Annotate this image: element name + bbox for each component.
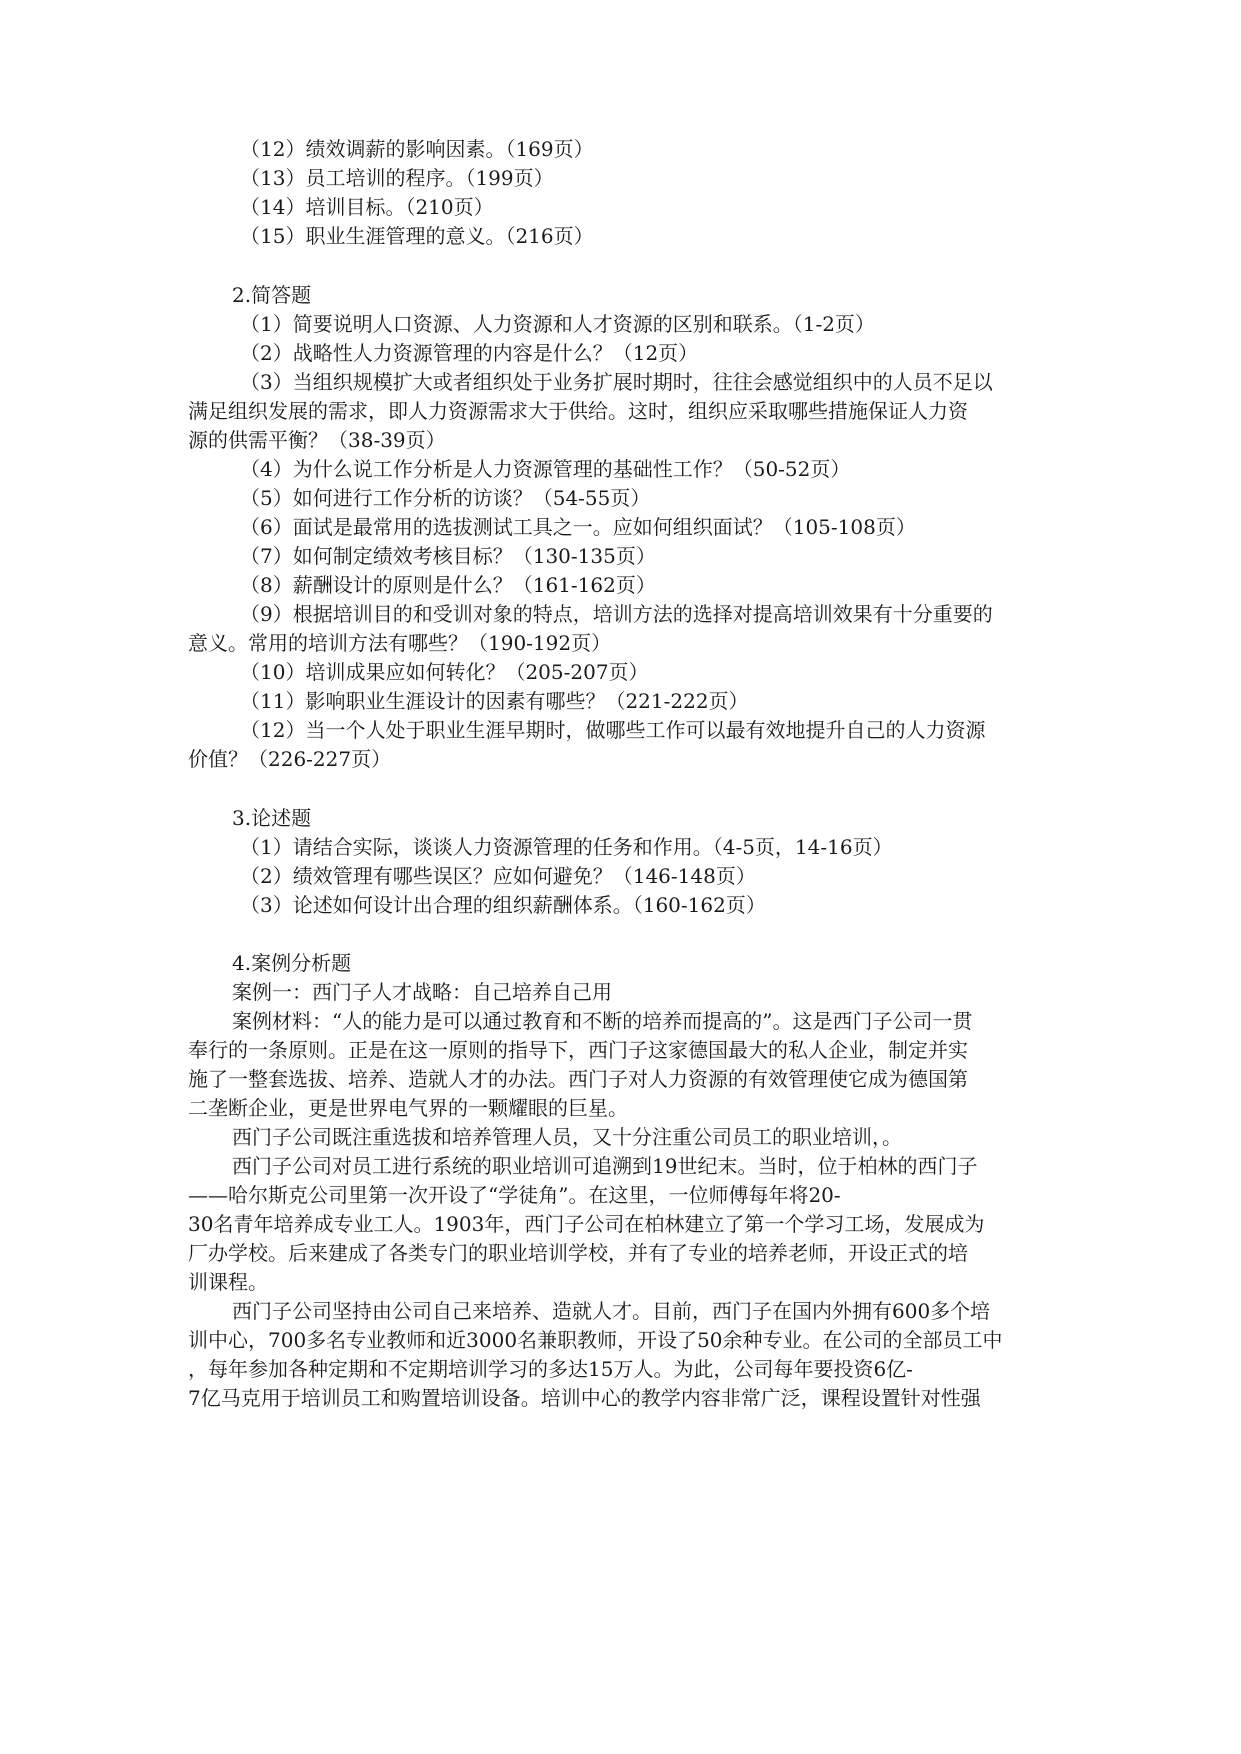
text-line: （9）根据培训目的和受训对象的特点，培训方法的选择对提高培训效果有十分重要的	[240, 602, 993, 626]
text-line: （12）当一个人处于职业生涯早期时，做哪些工作可以最有效地提升自己的人力资源	[240, 718, 986, 742]
text-line: （1）请结合实际，谈谈人力资源管理的任务和作用。（4-5页，14-16页）	[240, 835, 893, 859]
text-line: （15）职业生涯管理的意义。（216页）	[240, 224, 594, 248]
text-line: （2）绩效管理有哪些误区？应如何避免？（146-148页）	[240, 864, 756, 888]
text-line: 西门子公司坚持由公司自己来培养、造就人才。目前，西门子在国内外拥有600多个培	[232, 1299, 991, 1323]
text-line: 价值？（226-227页）	[188, 747, 392, 771]
text-line: （5）如何进行工作分析的访谈？（54-55页）	[240, 486, 651, 510]
section-heading: 2.简答题	[232, 283, 312, 307]
text-line: （4）为什么说工作分析是人力资源管理的基础性工作？（50-52页）	[240, 457, 851, 481]
section-heading: 4.案例分析题	[232, 951, 352, 975]
text-line: （8）薪酬设计的原则是什么？（161-162页）	[240, 573, 656, 597]
text-line: 西门子公司既注重选拔和培养管理人员，又十分注重公司员工的职业培训，。	[232, 1125, 902, 1149]
text-line: 30名青年培养成专业工人。1903年，西门子公司在柏林建立了第一个学习工场，发展成为	[188, 1212, 985, 1236]
text-line: 训课程。	[188, 1270, 268, 1294]
text-line: 满足组织发展的需求，即人力资源需求大于供给。这时，组织应采取哪些措施保证人力资	[188, 399, 968, 423]
text-line: 源的供需平衡？（38-39页）	[188, 428, 446, 452]
text-line: （1）简要说明人口资源、人力资源和人才资源的区别和联系。（1-2页）	[240, 312, 875, 336]
text-line: 奉行的一条原则。正是在这一原则的指导下，西门子这家德国最大的私人企业，制定并实	[188, 1038, 968, 1062]
text-line: （7）如何制定绩效考核目标？（130-135页）	[240, 544, 656, 568]
text-line: 施了一整套选拔、培养、造就人才的办法。西门子对人力资源的有效管理使它成为德国第	[188, 1067, 968, 1091]
text-line: ，每年参加各种定期和不定期培训学习的多达15万人。为此，公司每年要投资6亿-	[188, 1357, 913, 1381]
text-line: 厂办学校。后来建成了各类专门的职业培训学校，并有了专业的培养老师，开设正式的培	[188, 1241, 968, 1265]
text-line: 训中心，700多名专业教师和近3000名兼职教师，开设了50余种专业。在公司的全部员工中	[188, 1328, 1003, 1352]
text-line: 7亿马克用于培训员工和购置培训设备。培训中心的教学内容非常广泛，课程设置针对性强	[188, 1386, 981, 1410]
text-line: 意义。常用的培训方法有哪些？（190-192页）	[188, 631, 612, 655]
text-line: 案例一：西门子人才战略：自己培养自己用	[232, 980, 612, 1004]
text-line: 西门子公司对员工进行系统的职业培训可追溯到19世纪末。当时，位于柏林的西门子	[232, 1154, 978, 1178]
text-line: （6）面试是最常用的选拔测试工具之一。应如何组织面试？（105-108页）	[240, 515, 916, 539]
text-line: 二垄断企业，更是世界电气界的一颗耀眼的巨星。	[188, 1096, 628, 1120]
text-line: （10）培训成果应如何转化？（205-207页）	[240, 660, 649, 684]
text-line: 案例材料：“人的能力是可以通过教育和不断的培养而提高的”。这是西门子公司一贯	[232, 1009, 973, 1033]
text-line: ——哈尔斯克公司里第一次开设了“学徒角”。在这里，一位师傅每年将20-	[188, 1183, 841, 1207]
text-line: （3）当组织规模扩大或者组织处于业务扩展时期时，往往会感觉组织中的人员不足以	[240, 370, 993, 394]
text-line: （14）培训目标。（210页）	[240, 195, 494, 219]
text-line: （11）影响职业生涯设计的因素有哪些？（221-222页）	[240, 689, 749, 713]
text-line: （2）战略性人力资源管理的内容是什么？（12页）	[240, 341, 699, 365]
text-line: （12）绩效调薪的影响因素。（169页）	[240, 137, 594, 161]
text-line: （13）员工培训的程序。（199页）	[240, 166, 554, 190]
section-heading: 3.论述题	[232, 806, 312, 830]
text-line: （3）论述如何设计出合理的组织薪酬体系。（160-162页）	[240, 893, 766, 917]
